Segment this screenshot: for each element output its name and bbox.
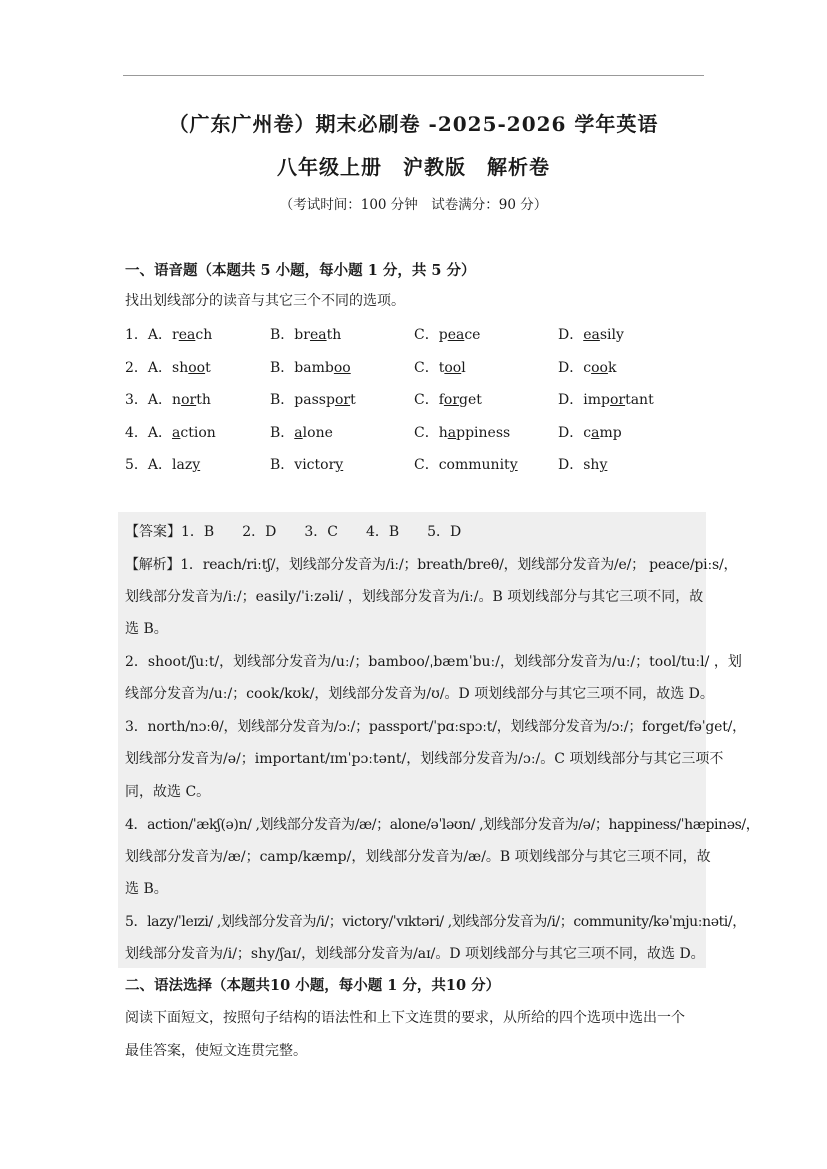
option-label: 1．A． <box>125 327 173 343</box>
underlined-part: oo <box>188 360 206 376</box>
option-label: C． <box>414 425 439 441</box>
underlined-part: a <box>447 425 457 441</box>
word-part: k <box>607 360 617 376</box>
option-d <box>558 422 622 442</box>
option-a <box>125 357 211 377</box>
question-row <box>125 454 725 476</box>
underlined-part: ea <box>309 327 327 343</box>
section-2-heading: 二、语法选择（本题共10 小题，每小题 1 分，共10 分） <box>125 977 501 994</box>
option-c <box>414 357 466 377</box>
underlined-part: oo <box>444 360 462 376</box>
underlined-part: a <box>591 425 600 441</box>
word-part: passp <box>294 392 335 408</box>
analysis-line: 【解析】1．reach/riːtʃ/，划线部分发音为/iː/；breath/breθ/，划线部分发音为/e/； peace/piːs/， <box>125 557 738 573</box>
underlined-part: ea <box>583 327 600 343</box>
analysis-line: 4．action/ˈækʃ(ə)n/ ,划线部分发音为/æ/；alone/əˈləʊn/ ,划线部分发音为/ə/；happiness/ˈhæpinəs/， <box>125 817 760 833</box>
analysis-line: 划线部分发音为/i/；shy/ʃaɪ/，划线部分发音为/aɪ/。D 项划线部分与其它三项不同，故选 D。 <box>125 946 705 962</box>
word-part: t <box>438 360 445 376</box>
option-b <box>270 389 356 409</box>
analysis-line: 线部分发音为/uː/；cook/kʊk/，划线部分发音为/ʊ/。D 项划线部分与其它三项不同，故选 D。 <box>125 686 714 702</box>
answer-line: 【答案】1．B 2．D 3．C 4．B 5．D <box>125 524 462 540</box>
word-part: imp <box>583 392 610 408</box>
word-part: ch <box>195 327 213 343</box>
question-row <box>125 422 725 444</box>
option-b <box>270 454 343 474</box>
option-a <box>125 324 212 344</box>
analysis-line: 同，故选 C。 <box>125 784 211 800</box>
exam-subtitle: 八年级上册 沪教版 解析卷 <box>277 155 550 179</box>
word-part: h <box>438 425 448 441</box>
option-label: D． <box>558 327 584 343</box>
word-part: l <box>461 360 466 376</box>
word-part: sily <box>599 327 624 343</box>
header-rule <box>123 75 704 76</box>
option-c <box>414 422 510 442</box>
option-label: B． <box>270 457 295 473</box>
word-part: th <box>326 327 342 343</box>
section-2-instruction: 阅读下面短文，按照句子结构的语法性和上下文连贯的要求，从所给的四个选项中选出一个 <box>125 1010 685 1026</box>
option-label: B． <box>270 425 295 441</box>
word-part: r <box>172 327 179 343</box>
option-a <box>125 389 211 409</box>
option-label: 2．A． <box>125 360 173 376</box>
option-label: C． <box>414 360 439 376</box>
underlined-part: y <box>192 457 201 473</box>
word-part: victor <box>294 457 336 473</box>
underlined-part: oo <box>333 360 351 376</box>
word-part: t <box>350 392 356 408</box>
option-label: C． <box>414 457 439 473</box>
option-label: 3．A． <box>125 392 173 408</box>
section-1-heading: 一、语音题（本题共 5 小题，每小题 1 分，共 5 分） <box>125 262 476 279</box>
underlined-part: or <box>443 392 460 408</box>
underlined-part: or <box>609 392 626 408</box>
option-label: B． <box>270 392 295 408</box>
underlined-part: or <box>334 392 351 408</box>
option-label: C． <box>414 392 439 408</box>
analysis-line: 2．shoot/ʃuːt/，划线部分发音为/uː/；bamboo/ˌbæmˈbuː/，划线部分发音为/uː/；tool/tuːl/ ，划 <box>125 654 742 670</box>
word-part: c <box>583 360 592 376</box>
word-part: get <box>459 392 482 408</box>
word-part: p <box>438 327 448 343</box>
option-label: D． <box>558 360 584 376</box>
word-part: br <box>294 327 310 343</box>
word-part: c <box>583 425 592 441</box>
option-d <box>558 324 624 344</box>
option-label: D． <box>558 392 584 408</box>
option-d <box>558 389 654 409</box>
option-b <box>270 357 351 377</box>
analysis-line: 选 B。 <box>125 621 168 637</box>
analysis-line: 3．north/nɔːθ/，划线部分发音为/ɔː/；passport/ˈpɑːspɔːt/，划线部分发音为/ɔː/；forget/fəˈget/， <box>125 719 746 735</box>
analysis-line: 划线部分发音为/æ/；camp/kæmp/，划线部分发音为/æ/。B 项划线部分与其它三项不同，故 <box>125 849 711 865</box>
word-part: n <box>172 392 182 408</box>
word-part: sh <box>583 457 600 473</box>
question-row <box>125 357 725 379</box>
word-part: laz <box>172 457 193 473</box>
option-label: B． <box>270 360 295 376</box>
option-a <box>125 422 216 442</box>
underlined-part: y <box>599 457 608 473</box>
analysis-line: 5．lazy/ˈleɪzi/ ,划线部分发音为/i/；victory/ˈvɪktəri/ ,划线部分发音为/i/；community/kəˈmjuːnəti/， <box>125 914 746 930</box>
word-part: mp <box>599 425 622 441</box>
word-part: lone <box>302 425 333 441</box>
word-part: th <box>196 392 211 408</box>
analysis-line: 选 B。 <box>125 881 168 897</box>
word-part: sh <box>172 360 189 376</box>
analysis-line: 划线部分发音为/ə/；important/ɪmˈpɔːtənt/，划线部分发音为/ɔː/。C 项划线部分与其它三项不 <box>125 751 724 767</box>
section-2-instruction: 最佳答案，使短文连贯完整。 <box>125 1043 307 1059</box>
analysis-line: 划线部分发音为/iː/；easily/ˈiːzəli/ ，划线部分发音为/iː/。B 项划线部分与其它三项不同，故 <box>125 589 704 605</box>
section-1-instruction: 找出划线部分的读音与其它三个不同的选项。 <box>125 293 405 309</box>
word-part: ce <box>464 327 481 343</box>
option-b <box>270 422 333 442</box>
word-part: communit <box>438 457 510 473</box>
underlined-part: or <box>181 392 197 408</box>
underlined-part: a <box>172 425 181 441</box>
word-part: tant <box>625 392 654 408</box>
option-label: C． <box>414 327 439 343</box>
option-c <box>414 454 518 474</box>
option-label: D． <box>558 457 584 473</box>
option-c <box>414 324 480 344</box>
option-label: 5．A． <box>125 457 173 473</box>
word-part: f <box>438 392 444 408</box>
option-a <box>125 454 200 474</box>
answer-box <box>118 512 706 968</box>
option-d <box>558 454 607 474</box>
question-row <box>125 389 725 411</box>
option-label: B． <box>270 327 295 343</box>
word-part: t <box>205 360 211 376</box>
option-label: D． <box>558 425 584 441</box>
exam-info: （考试时间：100 分钟 试卷满分：90 分） <box>279 197 548 213</box>
underlined-part: a <box>294 425 303 441</box>
underlined-part: ea <box>447 327 465 343</box>
underlined-part: y <box>509 457 518 473</box>
option-c <box>414 389 482 409</box>
underlined-part: ea <box>178 327 196 343</box>
word-part: ction <box>180 425 216 441</box>
underlined-part: y <box>335 457 344 473</box>
exam-title: （广东广州卷）期末必刷卷 -2025-2026 学年英语 <box>168 112 659 136</box>
word-part: ppiness <box>456 425 511 441</box>
option-label: 4．A． <box>125 425 173 441</box>
option-b <box>270 324 341 344</box>
option-d <box>558 357 616 377</box>
question-row <box>125 324 725 346</box>
underlined-part: oo <box>591 360 608 376</box>
word-part: bamb <box>294 360 334 376</box>
